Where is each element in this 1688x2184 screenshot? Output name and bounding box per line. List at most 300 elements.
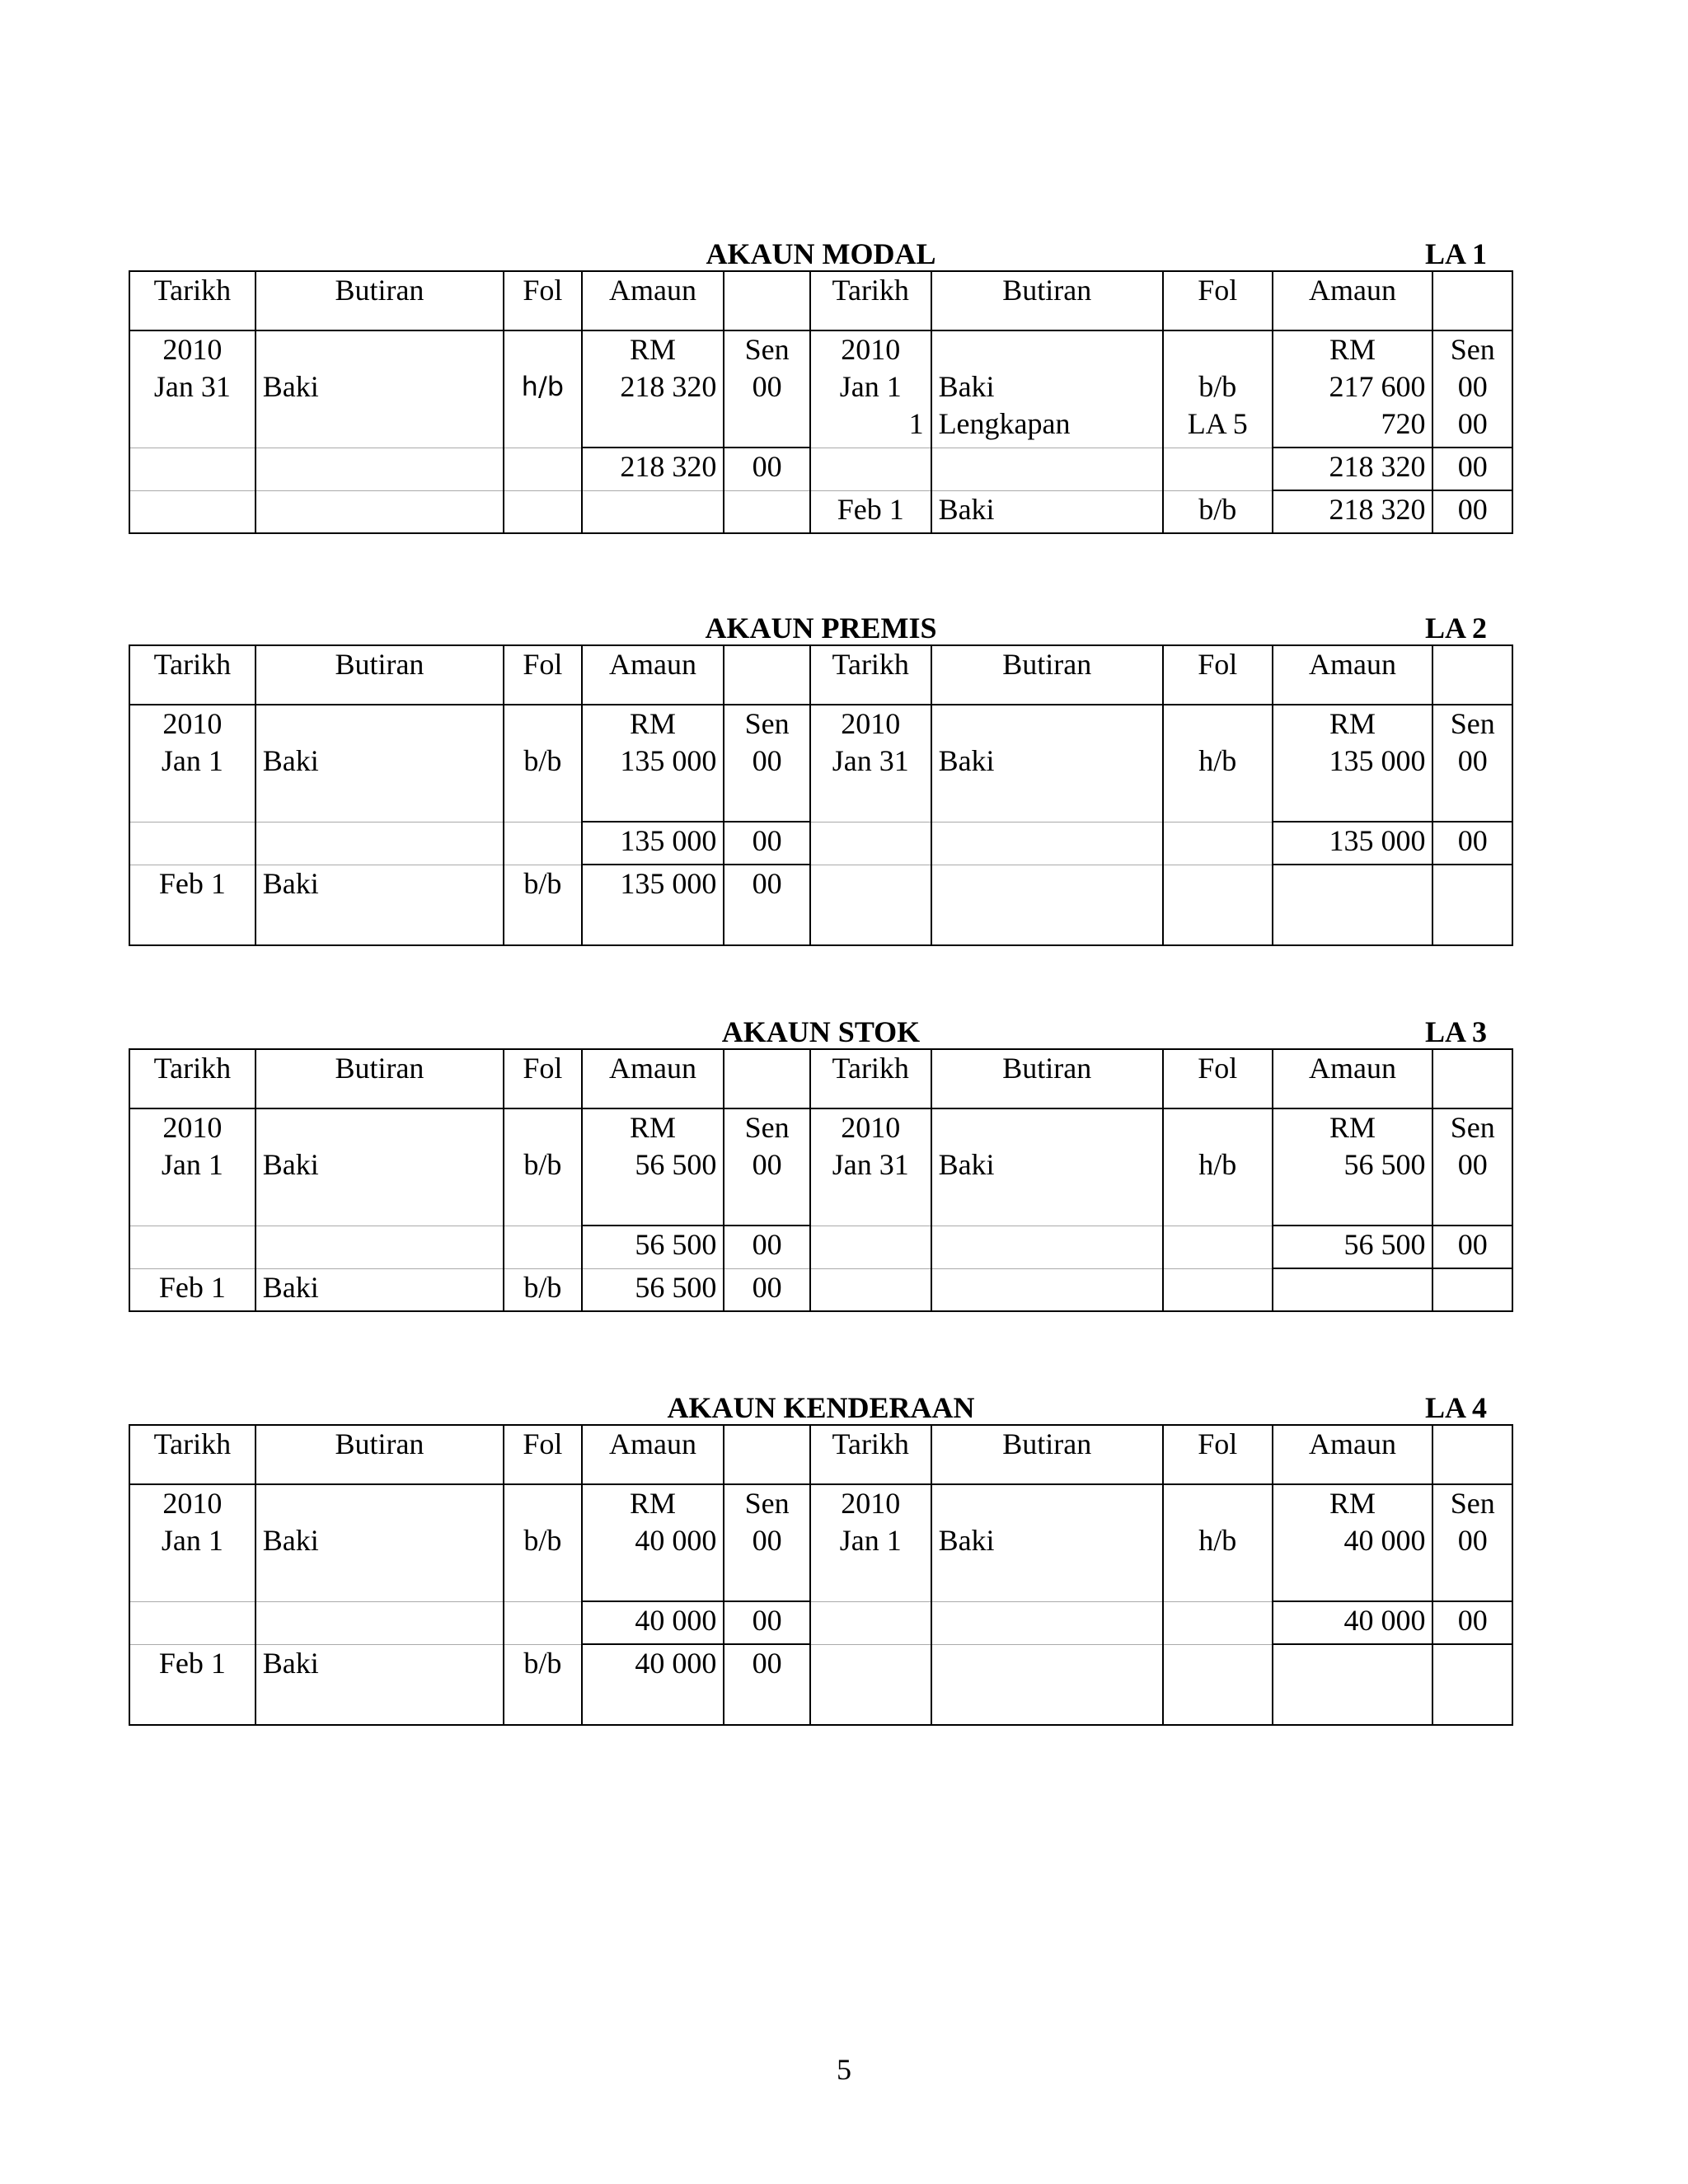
debit-rm-cell-line — [589, 491, 717, 528]
debit-rm-cell-line: 40 000 — [635, 1647, 717, 1680]
ledger-header-row — [129, 271, 1512, 330]
credit-rm-cell-line — [1280, 865, 1426, 902]
ledger-row — [129, 865, 1512, 945]
ledger-table — [129, 270, 1513, 534]
credit-sen-cell-line: 00 — [1457, 407, 1488, 440]
credit-date-cell-line: Jan 31 — [832, 1148, 909, 1181]
debit-desc-cell — [256, 490, 504, 533]
debit-sen-cell-line: Sen — [744, 1487, 790, 1520]
debit-desc-cell-line: Baki — [262, 1646, 319, 1680]
debit-rm-cell-line: RM — [629, 1111, 676, 1144]
debit-desc-cell — [256, 1601, 504, 1644]
credit-desc-cell-line — [939, 705, 1156, 743]
debit-fol-cell — [504, 1601, 581, 1644]
debit-date-cell-line: Feb 1 — [158, 866, 226, 900]
ledger-folio-ref: LA 2 — [1424, 612, 1487, 644]
ledger-row — [129, 1268, 1512, 1311]
column-header: Tarikh — [810, 1425, 931, 1484]
debit-date-cell-line — [137, 491, 248, 528]
credit-desc-cell-line — [939, 1485, 1156, 1522]
debit-fol-cell — [504, 705, 581, 822]
credit-fol-cell-line — [1170, 705, 1265, 743]
credit-fol-cell-line — [1170, 1109, 1265, 1146]
credit-fol-cell-line: h/b — [1198, 1524, 1237, 1557]
credit-desc-cell-line: Baki — [938, 744, 995, 777]
debit-rm-cell — [582, 822, 724, 865]
debit-desc-cell-line: Baki — [262, 370, 319, 403]
debit-sen-cell — [724, 1268, 809, 1311]
column-header: Tarikh — [129, 1049, 256, 1108]
debit-desc-cell-line — [263, 1485, 496, 1522]
credit-rm-cell — [1273, 1108, 1433, 1226]
credit-date-cell-line: 2010 — [841, 333, 901, 366]
credit-fol-cell-line: h/b — [1198, 744, 1237, 777]
debit-sen-cell-line: 00 — [752, 1604, 782, 1637]
debit-sen-cell — [724, 1601, 809, 1644]
debit-fol-cell — [504, 1108, 581, 1226]
credit-sen-cell — [1432, 1268, 1512, 1311]
debit-sen-cell — [724, 1226, 809, 1268]
debit-sen-cell-line: Sen — [744, 707, 790, 740]
credit-rm-cell-line — [1280, 1645, 1426, 1682]
debit-date-cell — [129, 822, 256, 865]
credit-date-cell-line — [818, 1226, 924, 1263]
credit-rm-cell — [1273, 1226, 1433, 1268]
credit-sen-cell-line: 00 — [1457, 493, 1488, 526]
debit-desc-cell-line — [263, 491, 496, 528]
credit-desc-cell — [931, 1484, 1163, 1601]
ledger-folio-ref: LA 1 — [1424, 237, 1487, 270]
credit-desc-cell-line: Baki — [938, 492, 995, 526]
credit-sen-cell — [1432, 705, 1512, 822]
credit-desc-cell — [931, 1108, 1163, 1226]
debit-date-cell — [129, 1226, 256, 1268]
debit-desc-cell — [256, 330, 504, 448]
debit-date-cell — [129, 330, 256, 448]
debit-sen-cell-line: 00 — [752, 450, 782, 483]
debit-date-cell-line — [137, 1602, 248, 1639]
credit-fol-cell — [1163, 865, 1273, 945]
credit-desc-cell — [931, 705, 1163, 822]
column-header: Fol — [504, 1425, 581, 1484]
column-header: Fol — [504, 271, 581, 330]
debit-date-cell — [129, 1268, 256, 1311]
debit-date-cell-line: Jan 1 — [161, 1524, 223, 1557]
credit-date-cell — [810, 448, 931, 490]
debit-fol-cell-line — [511, 448, 574, 485]
column-header: Fol — [1163, 645, 1273, 705]
credit-date-cell-line — [818, 865, 924, 902]
credit-rm-cell — [1273, 822, 1433, 865]
debit-sen-cell-line: Sen — [744, 1111, 790, 1144]
column-header — [1432, 1425, 1512, 1484]
credit-date-cell-line: 1 — [908, 407, 924, 440]
debit-rm-cell — [582, 330, 724, 448]
credit-desc-cell — [931, 1268, 1163, 1311]
credit-rm-cell — [1273, 1484, 1433, 1601]
debit-sen-cell-line: 00 — [752, 1524, 782, 1557]
credit-rm-cell-line: RM — [1329, 1487, 1376, 1520]
debit-fol-cell-line: b/b — [523, 1148, 562, 1181]
column-header: Butiran — [931, 645, 1163, 705]
credit-fol-cell-line — [1170, 823, 1265, 860]
credit-sen-cell-line: Sen — [1450, 1487, 1495, 1520]
credit-sen-cell-line: 00 — [1457, 450, 1488, 483]
column-header: Butiran — [256, 1425, 504, 1484]
debit-desc-cell-line — [263, 705, 496, 743]
column-header — [1432, 1049, 1512, 1108]
debit-sen-cell-line: 00 — [752, 1148, 782, 1181]
debit-sen-cell-line: 00 — [752, 1228, 782, 1261]
credit-rm-cell-line: 40 000 — [1343, 1604, 1426, 1637]
credit-rm-cell-line: 720 — [1381, 407, 1426, 440]
credit-fol-cell — [1163, 1108, 1273, 1226]
column-header: Amaun — [582, 645, 724, 705]
debit-rm-cell — [582, 1268, 724, 1311]
credit-sen-cell-line: Sen — [1450, 1111, 1495, 1144]
column-header — [724, 271, 809, 330]
debit-desc-cell-line — [263, 1226, 496, 1263]
credit-rm-cell-line: 218 320 — [1329, 493, 1426, 526]
debit-rm-cell — [582, 1108, 724, 1226]
column-header: Fol — [504, 1049, 581, 1108]
credit-sen-cell-line — [1440, 865, 1505, 902]
debit-rm-cell-line: 56 500 — [635, 1148, 717, 1181]
column-header: Tarikh — [129, 645, 256, 705]
column-header: Fol — [504, 645, 581, 705]
debit-rm-cell-line: 56 500 — [635, 1228, 717, 1261]
debit-sen-cell — [724, 1644, 809, 1725]
credit-date-cell-line: Jan 1 — [839, 1524, 902, 1557]
ledger-table — [129, 644, 1513, 946]
debit-desc-cell-line — [263, 448, 496, 485]
credit-desc-cell-line: Baki — [938, 370, 995, 403]
column-header: Fol — [1163, 1049, 1273, 1108]
column-header — [1432, 645, 1512, 705]
account-heading — [129, 237, 1513, 270]
credit-sen-cell-line: Sen — [1450, 707, 1495, 740]
account-title: AKAUN STOK — [721, 1015, 921, 1048]
column-header: Amaun — [1273, 271, 1433, 330]
debit-rm-cell-line: 135 000 — [620, 824, 717, 857]
column-header — [1432, 271, 1512, 330]
account-heading — [129, 612, 1513, 644]
credit-desc-cell-line — [939, 1645, 1156, 1682]
credit-rm-cell — [1273, 448, 1433, 490]
debit-sen-cell — [724, 865, 809, 945]
account-heading — [129, 1391, 1513, 1424]
debit-date-cell-line: Jan 1 — [161, 1148, 223, 1181]
ledger-header-row — [129, 1049, 1512, 1108]
credit-fol-cell-line — [1170, 1226, 1265, 1263]
credit-rm-cell — [1273, 330, 1433, 448]
debit-desc-cell-line — [263, 1109, 496, 1146]
credit-rm-cell-line: 218 320 — [1329, 450, 1426, 483]
debit-desc-cell-line: Baki — [262, 744, 319, 777]
credit-date-cell — [810, 1268, 931, 1311]
debit-rm-cell-line: 218 320 — [620, 450, 717, 483]
credit-sen-cell — [1432, 865, 1512, 945]
credit-date-cell-line: Feb 1 — [837, 492, 904, 526]
debit-sen-cell-line: 00 — [752, 370, 782, 403]
credit-sen-cell — [1432, 448, 1512, 490]
debit-rm-cell — [582, 448, 724, 490]
ledger-row — [129, 1108, 1512, 1226]
credit-fol-cell-line — [1170, 1602, 1265, 1639]
credit-date-cell — [810, 1644, 931, 1725]
column-header: Tarikh — [129, 271, 256, 330]
debit-desc-cell — [256, 448, 504, 490]
ledger-account — [129, 1015, 1513, 1312]
credit-desc-cell-line — [939, 865, 1156, 902]
debit-desc-cell — [256, 1268, 504, 1311]
column-header: Butiran — [931, 1049, 1163, 1108]
credit-desc-cell-line: Baki — [938, 1524, 995, 1557]
debit-date-cell-line: Feb 1 — [158, 1646, 226, 1680]
credit-date-cell-line: 2010 — [841, 1111, 901, 1144]
debit-fol-cell — [504, 1484, 581, 1601]
credit-rm-cell — [1273, 865, 1433, 945]
credit-desc-cell — [931, 822, 1163, 865]
credit-rm-cell-line: 135 000 — [1329, 824, 1426, 857]
debit-date-cell-line: 2010 — [162, 707, 223, 740]
credit-date-cell — [810, 1108, 931, 1226]
debit-sen-cell — [724, 1108, 809, 1226]
credit-date-cell — [810, 865, 931, 945]
credit-fol-cell-line — [1170, 1645, 1265, 1682]
debit-rm-cell-line: 135 000 — [620, 744, 717, 777]
debit-sen-cell-line: 00 — [752, 1647, 782, 1680]
debit-fol-cell-line: b/b — [523, 744, 562, 777]
debit-date-cell-line: Jan 1 — [161, 744, 223, 777]
credit-rm-cell — [1273, 1601, 1433, 1644]
credit-date-cell — [810, 822, 931, 865]
account-title: AKAUN MODAL — [706, 237, 936, 270]
credit-desc-cell-line — [939, 448, 1156, 485]
credit-sen-cell-line — [1440, 1645, 1505, 1682]
ledger-row — [129, 822, 1512, 865]
column-header: Butiran — [931, 1425, 1163, 1484]
debit-date-cell-line: 2010 — [162, 1487, 223, 1520]
credit-fol-cell — [1163, 822, 1273, 865]
debit-rm-cell-line: 40 000 — [635, 1604, 717, 1637]
ledger-header-row — [129, 1425, 1512, 1484]
debit-sen-cell — [724, 490, 809, 533]
credit-fol-cell-line: b/b — [1198, 492, 1237, 526]
credit-desc-cell — [931, 865, 1163, 945]
credit-rm-cell-line: 56 500 — [1343, 1228, 1426, 1261]
credit-fol-cell — [1163, 1644, 1273, 1725]
credit-sen-cell — [1432, 1108, 1512, 1226]
credit-fol-cell-line — [1170, 1485, 1265, 1522]
credit-fol-cell-line — [1170, 1269, 1265, 1306]
credit-desc-cell-line: Baki — [938, 1148, 995, 1181]
debit-date-cell — [129, 865, 256, 945]
debit-date-cell-line — [137, 448, 248, 485]
debit-sen-cell-line — [731, 491, 802, 528]
debit-sen-cell-line: 00 — [752, 744, 782, 777]
debit-fol-cell-line — [511, 823, 574, 860]
ledger-header-row — [129, 645, 1512, 705]
debit-rm-cell — [582, 705, 724, 822]
credit-desc-cell-line — [939, 1226, 1156, 1263]
debit-desc-cell — [256, 1484, 504, 1601]
credit-date-cell-line: Jan 31 — [832, 744, 909, 777]
credit-date-cell-line: Jan 1 — [839, 370, 902, 403]
credit-fol-cell — [1163, 490, 1273, 533]
debit-sen-cell — [724, 822, 809, 865]
credit-date-cell — [810, 330, 931, 448]
credit-sen-cell — [1432, 1484, 1512, 1601]
credit-sen-cell — [1432, 1601, 1512, 1644]
ledger-row — [129, 1226, 1512, 1268]
debit-rm-cell — [582, 1226, 724, 1268]
credit-sen-cell — [1432, 330, 1512, 448]
credit-fol-cell-line — [1170, 331, 1265, 368]
debit-date-cell-line: Feb 1 — [158, 1270, 226, 1304]
ledger-folio-ref: LA 3 — [1424, 1015, 1487, 1048]
debit-desc-cell-line: Baki — [262, 1270, 319, 1304]
credit-rm-cell-line: RM — [1329, 333, 1376, 366]
debit-fol-cell-line — [511, 331, 574, 368]
credit-rm-cell — [1273, 1644, 1433, 1725]
credit-rm-cell-line: 135 000 — [1329, 744, 1426, 777]
debit-rm-cell-line: 40 000 — [635, 1524, 717, 1557]
column-header: Amaun — [1273, 1049, 1433, 1108]
debit-date-cell — [129, 1601, 256, 1644]
debit-fol-cell — [504, 448, 581, 490]
column-header: Butiran — [256, 645, 504, 705]
debit-rm-cell-line: RM — [629, 1487, 676, 1520]
account-title: AKAUN PREMIS — [705, 612, 937, 644]
credit-date-cell — [810, 1226, 931, 1268]
ledger-row — [129, 1644, 1512, 1725]
debit-desc-cell-line — [263, 823, 496, 860]
debit-rm-cell — [582, 1484, 724, 1601]
credit-desc-cell — [931, 490, 1163, 533]
debit-rm-cell — [582, 490, 724, 533]
account-title: AKAUN KENDERAAN — [667, 1391, 975, 1424]
debit-fol-cell — [504, 1226, 581, 1268]
ledger-row — [129, 490, 1512, 533]
page-number: 5 — [837, 2053, 851, 2086]
credit-fol-cell — [1163, 330, 1273, 448]
credit-rm-cell — [1273, 1268, 1433, 1311]
credit-sen-cell-line: 00 — [1457, 370, 1488, 403]
credit-desc-cell — [931, 330, 1163, 448]
debit-sen-cell — [724, 448, 809, 490]
credit-date-cell-line — [818, 448, 924, 485]
credit-desc-cell-line — [939, 1602, 1156, 1639]
credit-desc-cell — [931, 1601, 1163, 1644]
ledger-row — [129, 705, 1512, 822]
credit-fol-cell-line: b/b — [1198, 370, 1237, 403]
debit-rm-cell-line: RM — [629, 333, 676, 366]
debit-date-cell-line — [137, 823, 248, 860]
credit-sen-cell — [1432, 822, 1512, 865]
credit-desc-cell-line — [939, 823, 1156, 860]
debit-date-cell — [129, 490, 256, 533]
credit-fol-cell-line: h/b — [1198, 1148, 1237, 1181]
credit-date-cell-line — [818, 823, 924, 860]
debit-fol-cell-line: b/b — [523, 1270, 562, 1304]
debit-date-cell — [129, 1484, 256, 1601]
credit-desc-cell — [931, 1644, 1163, 1725]
credit-date-cell — [810, 1601, 931, 1644]
credit-rm-cell-line: 217 600 — [1329, 370, 1426, 403]
credit-sen-cell-line: 00 — [1457, 744, 1488, 777]
debit-fol-cell — [504, 822, 581, 865]
credit-rm-cell — [1273, 490, 1433, 533]
debit-fol-cell-line: b/b — [523, 1524, 562, 1557]
credit-sen-cell-line: 00 — [1457, 1524, 1488, 1557]
column-header: Amaun — [1273, 645, 1433, 705]
debit-date-cell-line: 2010 — [162, 1111, 223, 1144]
debit-date-cell-line — [137, 1226, 248, 1263]
debit-sen-cell — [724, 705, 809, 822]
debit-sen-cell-line: 00 — [752, 867, 782, 900]
credit-rm-cell — [1273, 705, 1433, 822]
credit-date-cell-line — [818, 1602, 924, 1639]
credit-fol-cell — [1163, 1601, 1273, 1644]
credit-desc-cell-line — [939, 1109, 1156, 1146]
credit-sen-cell-line: 00 — [1457, 824, 1488, 857]
credit-fol-cell — [1163, 448, 1273, 490]
credit-date-cell-line: 2010 — [841, 1487, 901, 1520]
credit-rm-cell-line: 40 000 — [1343, 1524, 1426, 1557]
credit-date-cell — [810, 1484, 931, 1601]
ledger-table — [129, 1424, 1513, 1726]
debit-desc-cell-line — [263, 1602, 496, 1639]
column-header: Tarikh — [810, 271, 931, 330]
debit-sen-cell-line: Sen — [744, 333, 790, 366]
credit-sen-cell — [1432, 1226, 1512, 1268]
credit-date-cell-line — [818, 1645, 924, 1682]
debit-fol-cell — [504, 490, 581, 533]
debit-rm-cell-line: 56 500 — [635, 1270, 717, 1304]
debit-date-cell — [129, 448, 256, 490]
credit-rm-cell-line: RM — [1329, 707, 1376, 740]
credit-rm-cell-line: 56 500 — [1343, 1148, 1426, 1181]
debit-sen-cell — [724, 1484, 809, 1601]
credit-rm-cell-line — [1280, 1269, 1426, 1306]
column-header: Fol — [1163, 271, 1273, 330]
column-header: Amaun — [582, 1425, 724, 1484]
debit-fol-cell-line — [511, 1226, 574, 1263]
debit-fol-cell-line — [511, 1485, 574, 1522]
credit-sen-cell-line — [1440, 1269, 1505, 1306]
credit-sen-cell-line: Sen — [1450, 333, 1495, 366]
debit-desc-cell-line — [263, 331, 496, 368]
debit-desc-cell-line: Baki — [262, 1524, 319, 1557]
ledger-folio-ref: LA 4 — [1424, 1391, 1487, 1424]
debit-desc-cell — [256, 1226, 504, 1268]
column-header: Amaun — [582, 1049, 724, 1108]
debit-sen-cell-line: 00 — [752, 1270, 782, 1304]
debit-rm-cell — [582, 1601, 724, 1644]
debit-desc-cell — [256, 705, 504, 822]
credit-sen-cell — [1432, 1644, 1512, 1725]
debit-rm-cell-line: 135 000 — [620, 867, 717, 900]
debit-rm-cell — [582, 1644, 724, 1725]
debit-fol-cell — [504, 1268, 581, 1311]
ledger-row — [129, 448, 1512, 490]
credit-date-cell-line — [818, 1269, 924, 1306]
credit-desc-cell — [931, 448, 1163, 490]
debit-fol-cell-line: b/b — [523, 866, 562, 900]
debit-rm-cell-line: 218 320 — [620, 370, 717, 403]
column-header: Amaun — [582, 271, 724, 330]
